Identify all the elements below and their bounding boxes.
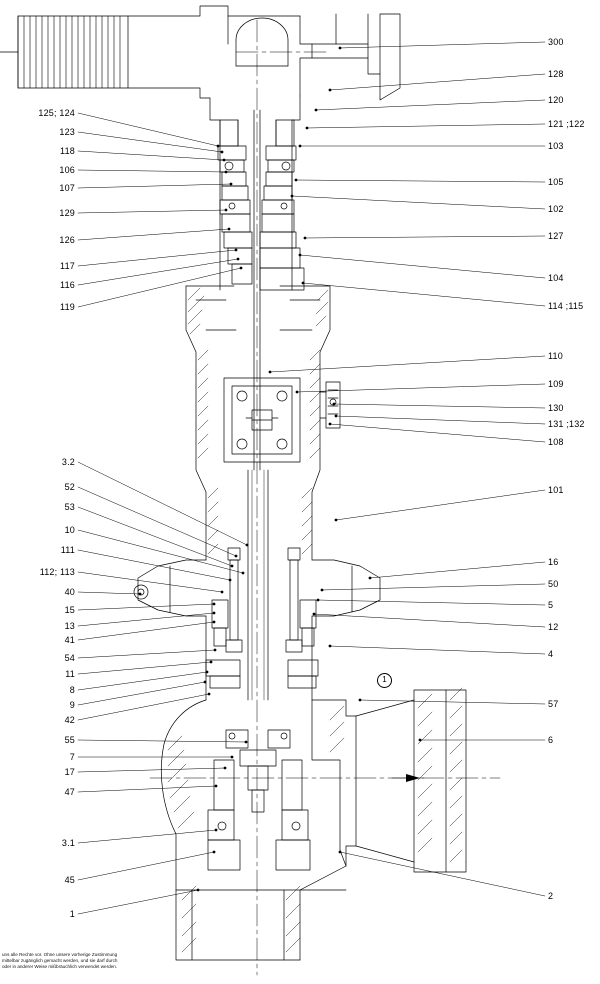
part-label-118: 118	[60, 146, 75, 156]
part-label-9: 9	[69, 700, 75, 710]
bonnet-body	[186, 286, 340, 560]
part-label-5: 5	[548, 600, 554, 610]
part-label-126: 126	[59, 235, 75, 245]
part-label-120: 120	[548, 95, 564, 105]
footnote-line-2: mittelbar zugänglich gemacht werden, und sie darf durch	[2, 958, 118, 964]
part-label-8: 8	[69, 685, 75, 695]
part-label-109: 109	[548, 379, 564, 389]
part-label-40: 40	[64, 587, 75, 597]
valve-body	[161, 688, 466, 960]
part-label-7: 7	[69, 752, 75, 762]
part-label-106: 106	[59, 165, 75, 175]
part-label-111: 111	[60, 545, 75, 555]
part-label-105: 105	[548, 177, 564, 187]
part-label-121-122: 121 ;122	[548, 119, 585, 129]
part-label-104: 104	[548, 273, 564, 283]
part-label-4: 4	[548, 649, 554, 659]
copyright-footnote	[2, 952, 202, 971]
part-label-300: 300	[548, 37, 564, 47]
part-label-52: 52	[64, 482, 75, 492]
part-label-108: 108	[548, 437, 564, 447]
part-label-41: 41	[64, 635, 75, 645]
part-label-114-115: 114 ;115	[548, 301, 584, 311]
part-label-45: 45	[64, 875, 75, 885]
part-label-16: 16	[548, 557, 559, 567]
part-label-110: 110	[548, 351, 563, 361]
part-label-53: 53	[64, 502, 75, 512]
part-label-54: 54	[64, 653, 75, 663]
part-label-15: 15	[64, 605, 75, 615]
part-label-103: 103	[548, 141, 564, 151]
part-label-11: 11	[65, 669, 75, 679]
part-label-13: 13	[64, 621, 75, 631]
part-label-101: 101	[548, 485, 564, 495]
part-label-42: 42	[64, 715, 75, 725]
bellows-assembly	[0, 6, 400, 100]
part-label-128: 128	[548, 69, 564, 79]
part-label-129: 129	[59, 208, 75, 218]
part-label-127: 127	[548, 231, 564, 241]
part-label-47: 47	[64, 787, 75, 797]
part-label-102: 102	[548, 204, 564, 214]
part-label-55: 55	[64, 735, 75, 745]
part-label-112-113: 112; 113	[39, 567, 75, 577]
part-label-131-132: 131 ;132	[548, 419, 585, 429]
footnote-line-3: oder in anderer Weise mißbräuchlich verwendet werden.	[2, 964, 118, 970]
part-label-130: 130	[548, 403, 564, 413]
part-label-12: 12	[548, 622, 559, 632]
part-label-119: 119	[60, 302, 75, 312]
callout-circle-1: 1	[377, 673, 392, 688]
part-label-123: 123	[59, 127, 75, 137]
part-label-3.2: 3.2	[61, 457, 75, 467]
part-label-2: 2	[548, 891, 554, 901]
part-label-17: 17	[64, 767, 75, 777]
part-label-117: 117	[60, 261, 75, 271]
part-label-1: 1	[69, 909, 75, 919]
part-label-3.1: 3.1	[61, 838, 75, 848]
part-label-10: 10	[64, 525, 75, 535]
footnote-line-1: uns alle Rechte vor. Ohne unsere vorherige Zustimmung	[2, 952, 118, 957]
part-label-57: 57	[548, 699, 559, 709]
part-label-125-124: 125; 124	[38, 108, 75, 118]
part-label-50: 50	[548, 579, 559, 589]
part-label-6: 6	[548, 735, 554, 745]
part-label-107: 107	[59, 183, 75, 193]
part-label-116: 116	[60, 280, 75, 290]
